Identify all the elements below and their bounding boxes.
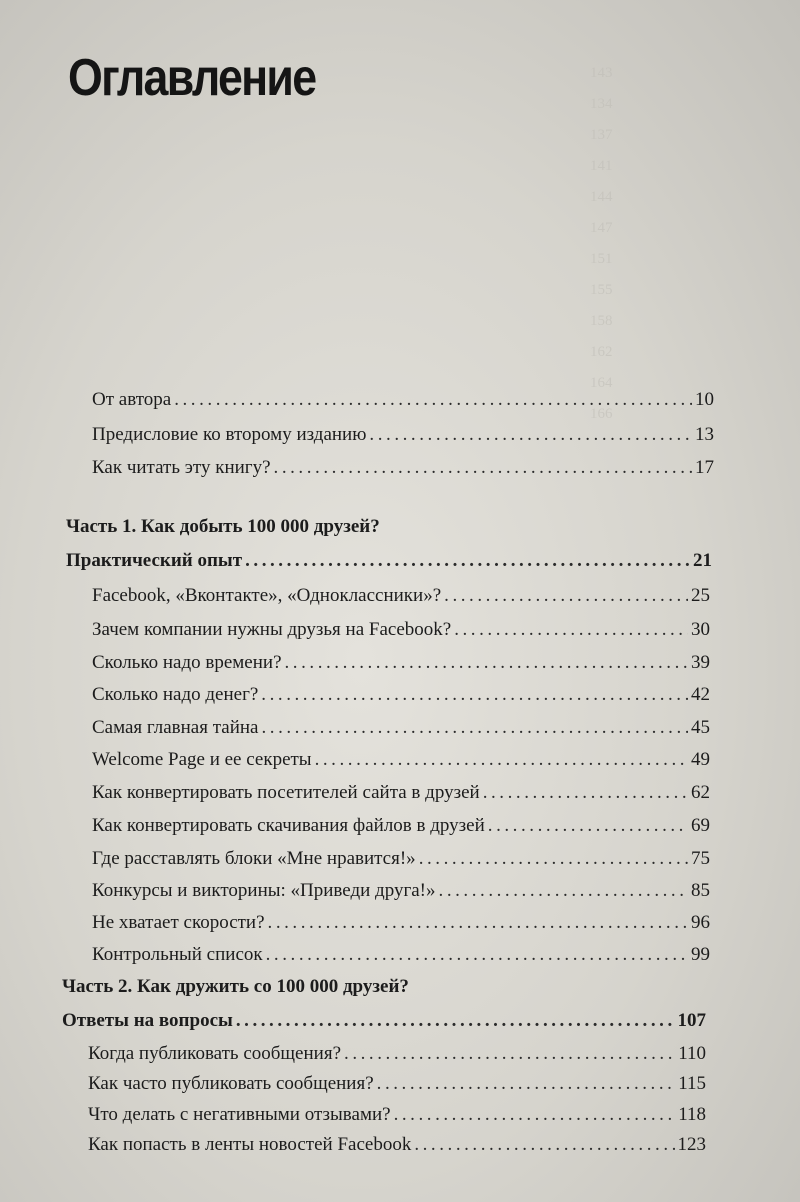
- toc-entry[interactable]: [92, 944, 710, 966]
- toc-entry-page: 45: [691, 717, 710, 738]
- toc-entry-label: От автора: [92, 389, 172, 410]
- leader-dots: [419, 848, 688, 870]
- toc-entry-label: Как конвертировать скачивания файлов в друзей: [92, 815, 485, 836]
- toc-entry-label: Где расставлять блоки «Мне нравится!»: [92, 848, 416, 869]
- part-heading-2: Часть 2. Как дружить со 100 000 друзей?: [62, 976, 409, 997]
- toc-entry-label: Сколько надо денег?: [92, 684, 259, 705]
- toc-entry-label: Контрольный список: [92, 944, 263, 965]
- toc-entry-page: 123: [677, 1134, 706, 1155]
- leader-dots: [174, 389, 692, 411]
- toc-entry-page: 96: [691, 912, 710, 933]
- leader-dots: [266, 944, 688, 966]
- leader-dots: [377, 1073, 676, 1095]
- toc-entry-page: 62: [691, 782, 710, 803]
- toc-entry-page: 115: [678, 1073, 706, 1094]
- toc-entry-label: Как читать эту книгу?: [92, 457, 271, 478]
- toc-entry-front-1[interactable]: [92, 389, 714, 411]
- leader-dots: [488, 815, 688, 837]
- toc-section-2[interactable]: [62, 1010, 706, 1032]
- toc-entry-page: 49: [691, 749, 710, 770]
- toc-entry-page: 17: [695, 457, 714, 478]
- leader-dots: [454, 619, 688, 641]
- toc-section-label: Практический опыт: [66, 550, 243, 571]
- toc-entry-label: Конкурсы и викторины: «Приведи друга!»: [92, 880, 436, 901]
- toc-entry-page: 75: [691, 848, 710, 869]
- toc-entry-page: 42: [691, 684, 710, 705]
- toc-entry[interactable]: [92, 684, 710, 706]
- toc-section-label: Ответы на вопросы: [62, 1010, 233, 1031]
- toc-entry-label: Facebook, «Вконтакте», «Одноклассники»?: [92, 585, 442, 606]
- toc-entry-label: Welcome Page и ее секреты: [92, 749, 312, 770]
- leader-dots: [414, 1134, 674, 1156]
- leader-dots: [268, 912, 688, 934]
- leader-dots: [394, 1104, 676, 1126]
- toc-entry[interactable]: [88, 1043, 706, 1065]
- toc-entry[interactable]: [88, 1073, 706, 1095]
- toc-entry[interactable]: [92, 652, 710, 674]
- leader-dots: [245, 550, 690, 572]
- toc-entry-page: 85: [691, 880, 710, 901]
- leader-dots: [285, 652, 689, 674]
- toc-entry-label: Сколько надо времени?: [92, 652, 282, 673]
- toc-entry-front-2[interactable]: [92, 424, 714, 446]
- toc-section-page: 21: [693, 550, 712, 571]
- leader-dots: [315, 749, 688, 771]
- toc-entry[interactable]: [92, 717, 710, 739]
- leader-dots: [483, 782, 688, 804]
- leader-dots: [344, 1043, 675, 1065]
- toc-entry-page: 69: [691, 815, 710, 836]
- toc-entry[interactable]: [92, 815, 710, 837]
- leader-dots: [274, 457, 692, 479]
- toc-entry-page: 10: [695, 389, 714, 410]
- toc-entry[interactable]: [88, 1134, 706, 1156]
- toc-entry[interactable]: [92, 912, 710, 934]
- toc-section-1[interactable]: [66, 550, 712, 572]
- toc-entry[interactable]: [92, 782, 710, 804]
- toc-entry[interactable]: [92, 749, 710, 771]
- toc-entry-front-3[interactable]: [92, 457, 714, 479]
- toc-entry-label: Когда публиковать сообщения?: [88, 1043, 342, 1064]
- leader-dots: [236, 1010, 675, 1032]
- part-heading-1: Часть 1. Как добыть 100 000 друзей?: [66, 516, 380, 537]
- toc-entry-page: 30: [691, 619, 710, 640]
- toc-entry-label: Что делать с негативными отзывами?: [88, 1104, 391, 1125]
- leader-dots: [261, 684, 688, 706]
- toc-entry-label: Не хватает скорости?: [92, 912, 265, 933]
- leader-dots: [369, 424, 692, 446]
- toc-entry[interactable]: [92, 619, 710, 641]
- toc-section-page: 107: [677, 1010, 706, 1031]
- leader-dots: [261, 717, 688, 739]
- toc-entry[interactable]: [92, 585, 710, 607]
- toc-entry-page: 25: [691, 585, 710, 606]
- toc-entry-label: Как попасть в ленты новостей Facebook: [88, 1134, 412, 1155]
- toc-entry-page: 39: [691, 652, 710, 673]
- toc-entry-label: Как конвертировать посетителей сайта в друзей: [92, 782, 480, 803]
- toc-entry-label: Самая главная тайна: [92, 717, 259, 738]
- toc-entry-label: Как часто публиковать сообщения?: [88, 1073, 374, 1094]
- toc-entry-page: 118: [678, 1104, 706, 1125]
- toc-entry[interactable]: [92, 880, 710, 902]
- toc-entry[interactable]: [88, 1104, 706, 1126]
- show-through-text: 143 134 137 141 144 147 151 155 158 162 164 166: [590, 65, 613, 422]
- toc-entry-label: Зачем компании нужны друзья на Facebook?: [92, 619, 452, 640]
- leader-dots: [444, 585, 688, 607]
- toc-entry-page: 99: [691, 944, 710, 965]
- leader-dots: [439, 880, 688, 902]
- page-title: Оглавление: [68, 49, 316, 107]
- toc-entry-page: 13: [695, 424, 714, 445]
- toc-entry-label: Предисловие ко второму изданию: [92, 424, 367, 445]
- toc-entry[interactable]: [92, 848, 710, 870]
- toc-entry-page: 110: [678, 1043, 706, 1064]
